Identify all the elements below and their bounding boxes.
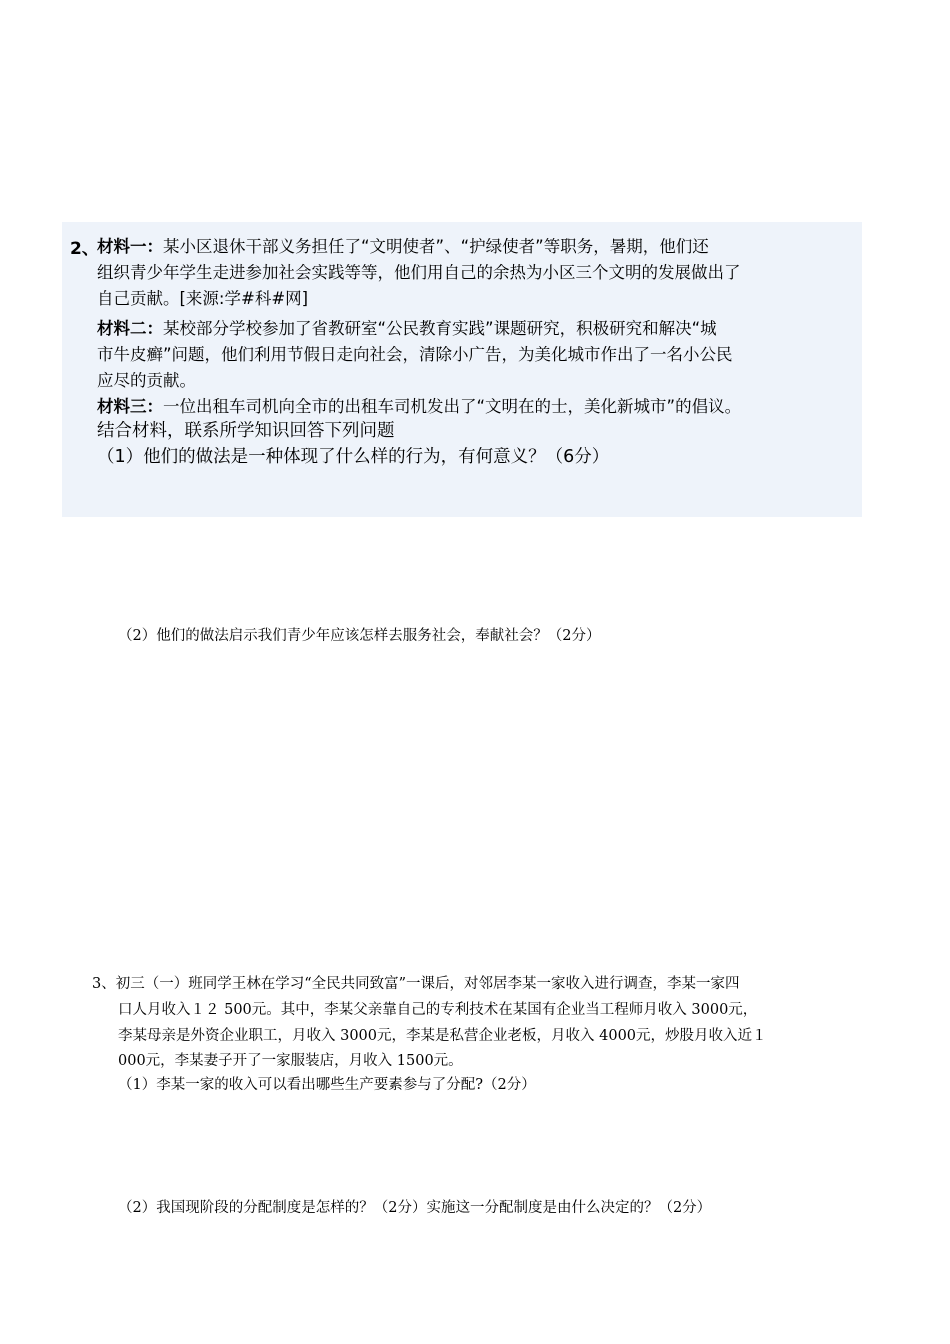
material-1-label: 材料一： xyxy=(97,237,163,256)
question-3-line-3: 李某母亲是外资企业职工，月收入 3000元，李某是私营企业老板，月收入 4000元，炒股月收入近１ xyxy=(118,1028,767,1044)
material-2-line-1: 材料二：某校部分学校参加了省教研室“公民教育实践”课题研究，积极研究和解决“城 xyxy=(97,319,717,338)
material-2-label: 材料二： xyxy=(97,319,163,338)
question-3-line-2: 口人月收入１２ 500元。其中，李某父亲靠自己的专利技术在某国有企业当工程师月收入 3000元， xyxy=(118,1002,758,1018)
material-1-line-2: 组织青少年学生走进参加社会实践等等，他们用自己的余热为小区三个文明的发展做出了 xyxy=(97,263,741,282)
question-3-sub-1: （1）李某一家的收入可以看出哪些生产要素参与了分配?（2分） xyxy=(118,1077,536,1093)
material-3-label: 材料三： xyxy=(97,397,163,416)
question-2-number: 2、 xyxy=(70,239,99,259)
question-3-line-4: 000元，李某妻子开了一家服装店，月收入 1500元。 xyxy=(118,1053,463,1069)
question-3-sub-2: （2）我国现阶段的分配制度是怎样的？（2分）实施这一分配制度是由什么决定的？（2分） xyxy=(118,1200,712,1216)
question-2-sub-1: （1）他们的做法是一种体现了什么样的行为，有何意义？（6分） xyxy=(97,447,610,467)
material-1-line-3: 自己贡献。[来源:学#科#网] xyxy=(97,289,309,308)
material-3-line-1: 材料三：一位出租车司机向全市的出租车司机发出了“文明在的士，美化新城市”的倡议。 xyxy=(97,397,742,416)
question-2-sub-2: （2）他们的做法启示我们青少年应该怎样去服务社会，奉献社会？（2分） xyxy=(118,628,601,644)
question-3-line-1: 3、初三（一）班同学王林在学习“全民共同致富”一课后，对邻居李某一家收入进行调查，李某一家四 xyxy=(92,976,740,992)
material-2-line-3: 应尽的贡献。 xyxy=(97,371,196,390)
material-1-line-1: 材料一：某小区退休干部义务担任了“文明使者”、“护绿使者”等职务，暑期，他们还 xyxy=(97,237,709,256)
question-2-prompt: 结合材料，联系所学知识回答下列问题 xyxy=(97,421,395,441)
material-2-line-2: 市牛皮癣”问题，他们利用节假日走向社会，清除小广告，为美化城市作出了一名小公民 xyxy=(97,345,733,364)
